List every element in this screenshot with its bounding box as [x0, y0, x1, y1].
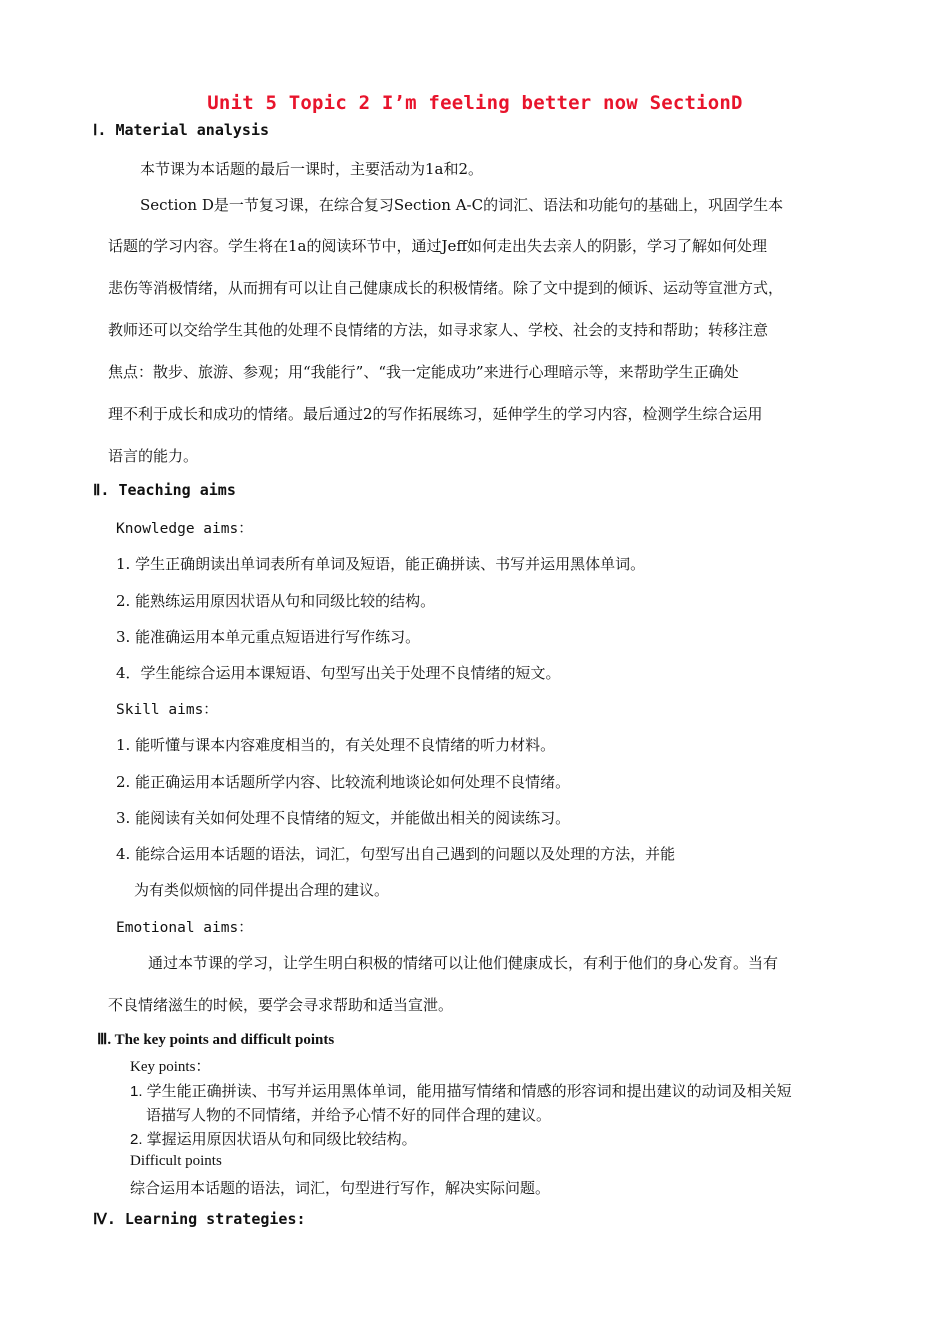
skill-aim-4-continued: 为有类似烦恼的同伴提出合理的建议。	[134, 881, 390, 899]
knowledge-aim-2: 2. 能熟练运用原因状语从句和同级比较的结构。	[116, 592, 436, 610]
section1-paragraph-2-line-3: 悲伤等消极情绪，从而拥有可以让自己健康成长的积极情绪。除了文中提到的倾诉、运动等宣泄方式，	[108, 279, 784, 297]
section1-paragraph-1: 本节课为本话题的最后一课时，主要活动为1a和2。	[140, 160, 484, 178]
section3-heading: Ⅲ. The key points and difficult points	[97, 1032, 335, 1048]
key-point-2: 2. 掌握运用原因状语从句和同级比较结构。	[130, 1131, 417, 1148]
section1-paragraph-2-line-2: 话题的学习内容。学生将在1a的阅读环节中，通过Jeff如何走出失去亲人的阴影，学习了解如何处理	[108, 237, 768, 255]
knowledge-aim-3: 3. 能准确运用本单元重点短语进行写作练习。	[116, 628, 421, 646]
skill-aim-3: 3. 能阅读有关如何处理不良情绪的短文，并能做出相关的阅读练习。	[116, 809, 571, 827]
section1-paragraph-2-line-4: 教师还可以交给学生其他的处理不良情绪的方法，如寻求家人、学校、社会的支持和帮助；转移注意	[108, 321, 769, 339]
emotional-aims-line-2: 不良情绪滋生的时候，要学会寻求帮助和适当宣泄。	[108, 996, 454, 1014]
key-point-1-continued: 语描写人物的不同情绪，并给予心情不好的同伴合理的建议。	[146, 1107, 552, 1124]
skill-aim-2: 2. 能正确运用本话题所学内容、比较流利地谈论如何处理不良情绪。	[116, 773, 571, 791]
knowledge-aim-1: 1. 学生正确朗读出单词表所有单词及短语，能正确拼读、书写并运用黑体单词。	[116, 555, 646, 573]
section1-heading: Ⅰ. Material analysis	[93, 121, 270, 139]
key-point-1: 1. 学生能正确拼读、书写并运用黑体单词，能用描写情绪和情感的形容词和提出建议的动词及相关短	[130, 1083, 792, 1100]
skill-aim-4: 4. 能综合运用本话题的语法，词汇，句型写出自己遇到的问题以及处理的方法，并能	[116, 845, 676, 863]
section2-heading: Ⅱ. Teaching aims	[93, 481, 236, 499]
section1-paragraph-2-line-6: 理不利于成长和成功的情绪。最后通过2的写作拓展练习，延伸学生的学习内容，检测学生综合运用	[108, 405, 763, 423]
difficult-points-text: 综合运用本话题的语法，词汇，句型进行写作，解决实际问题。	[130, 1180, 551, 1197]
emotional-aims-line-1: 通过本节课的学习，让学生明白积极的情绪可以让他们健康成长，有利于他们的身心发育。当有	[148, 954, 779, 972]
key-points-label: Key points：	[130, 1059, 211, 1075]
emotional-aims-label: Emotional aims：	[116, 920, 253, 936]
knowledge-aim-4: 4．学生能综合运用本课短语、句型写出关于处理不良情绪的短文。	[116, 664, 561, 682]
section4-heading: Ⅳ. Learning strategies:	[93, 1210, 306, 1228]
section1-paragraph-2-line-7: 语言的能力。	[108, 447, 199, 465]
section1-paragraph-2-line-5: 焦点：散步、旅游、参观；用“我能行”、“我一定能成功”来进行心理暗示等，来帮助学生正确处	[108, 363, 739, 381]
document-title: Unit 5 Topic 2 I’m feeling better now SectionD	[207, 92, 743, 114]
knowledge-aims-label: Knowledge aims：	[116, 521, 253, 537]
skill-aims-label: Skill aims：	[116, 702, 218, 718]
section1-paragraph-2-line-1: Section D是一节复习课，在综合复习Section A-C的词汇、语法和功能句的基础上，巩固学生本	[140, 196, 784, 214]
difficult-points-label: Difficult points	[130, 1153, 222, 1169]
skill-aim-1: 1. 能听懂与课本内容难度相当的，有关处理不良情绪的听力材料。	[116, 736, 556, 754]
